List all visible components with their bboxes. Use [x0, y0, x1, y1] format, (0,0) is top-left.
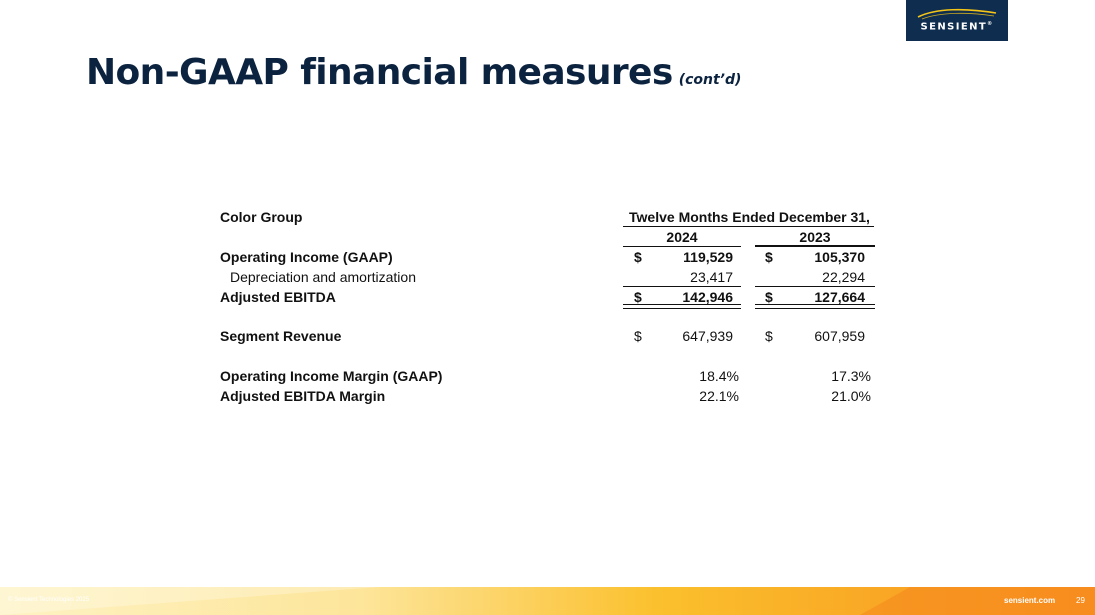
title-main: Non-GAAP financial measures [86, 52, 673, 93]
year-header-row [220, 227, 876, 247]
table-row: Segment Revenue $ 647,939 $ 607,959 [220, 328, 865, 344]
logo-swoosh-icon [916, 7, 998, 21]
total-double-rule [623, 304, 741, 309]
footer-band [0, 587, 1095, 615]
title-subtitle: (cont’d) [678, 72, 742, 88]
year-2023-header: 2023 [799, 229, 831, 245]
table-row: Depreciation and amortization 23,417 22,294 [230, 269, 865, 285]
period-header: Twelve Months Ended December 31, [629, 209, 870, 225]
year-2024-header: 2024 [666, 229, 698, 245]
table-row: Operating Income (GAAP) $ 119,529 $ 105,370 [220, 249, 865, 265]
total-double-rule [755, 304, 875, 309]
page-number: 29 [1076, 596, 1085, 605]
table-row: Adjusted EBITDA $ 142,946 $ 127,664 [220, 289, 865, 305]
table-row: Adjusted EBITDA Margin 22.1% 21.0% [220, 388, 871, 404]
sensient-logo [906, 0, 1008, 41]
logo-wordmark: SENSIENT® [920, 20, 994, 32]
footer-gradient-graphic [0, 587, 1095, 615]
group-label: Color Group [220, 209, 303, 225]
footer-copyright: © Sensient Technologies 2025 [8, 597, 90, 603]
page-title [86, 52, 741, 93]
table-header-row [220, 207, 876, 227]
footer-website-link[interactable]: sensient.com [1004, 596, 1056, 605]
table-row: Operating Income Margin (GAAP) 18.4% 17.3% [220, 368, 871, 384]
